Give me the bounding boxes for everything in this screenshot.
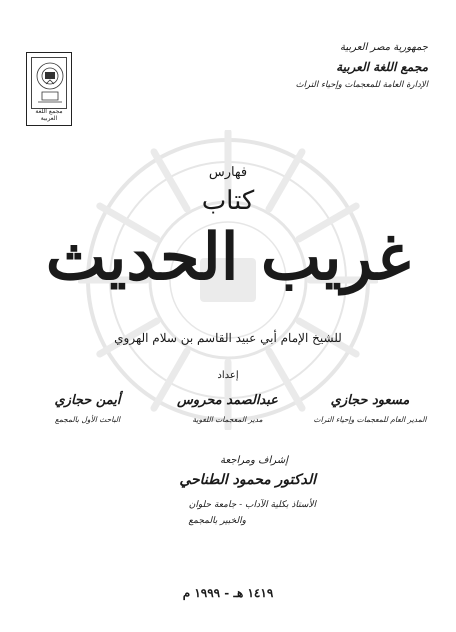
editor-name-2: عبدالصمد محروس: [177, 393, 278, 408]
editor-role-3: الباحث الأول بالمجمع: [54, 415, 121, 424]
academy-name: مجمع اللغة العربية: [336, 60, 428, 74]
editor-role-1: المدير العام للمعجمات وإحياء التراث: [313, 415, 427, 424]
editor-name-3: أيمن حجازي: [54, 393, 121, 408]
country-line: جمهورية مصر العربية: [340, 42, 428, 53]
supervisor-role-1: الأستاذ بكلية الآداب - جامعة حلوان: [188, 500, 316, 510]
editor-role-2: مدير المعجمات اللغوية: [192, 415, 263, 424]
department-line: الإدارة العامة للمعجمات وإحياء التراث: [295, 80, 428, 90]
editor-name-1: مسعود حجازي: [330, 393, 410, 408]
supervision-label: إشراف ومراجعة: [220, 455, 288, 466]
publication-date: ١٤١٩ هـ - ١٩٩٩ م: [182, 586, 274, 600]
author-line: للشيخ الإمام أبي عبيد القاسم بن سلام الهروي: [114, 331, 342, 345]
preparation-label: إعداد: [217, 370, 239, 381]
book-label: كتاب: [201, 186, 255, 216]
supervisor-role-2: والخبير بالمجمع: [188, 516, 246, 526]
academy-logo: [26, 52, 72, 126]
academy-emblem-icon: [31, 57, 67, 109]
logo-caption: مجمع اللغة العربية: [35, 108, 63, 122]
book-title: غريب الحديث: [45, 220, 411, 295]
supervisor-name: الدكتور محمود الطناحي: [179, 472, 316, 488]
index-label: فهارس: [208, 165, 248, 180]
